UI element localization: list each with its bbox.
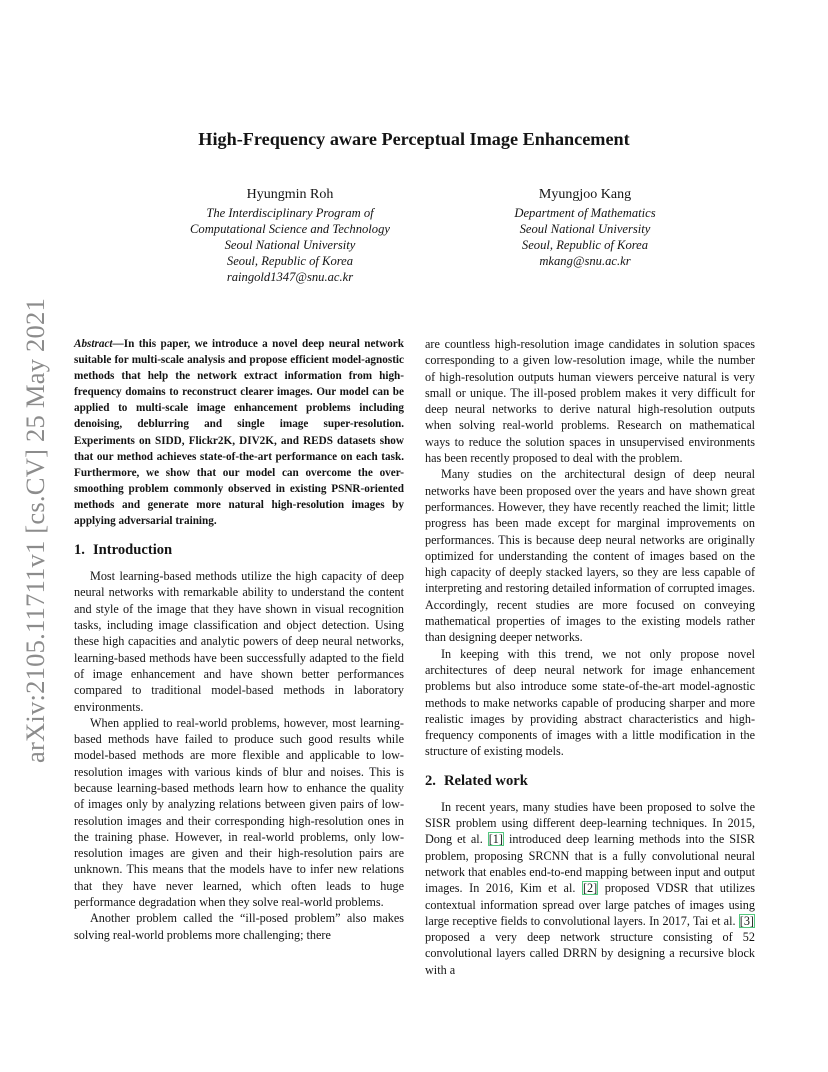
section-number: 1. (74, 542, 85, 559)
abstract-text: —In this paper, we introduce a novel deep neural network suitable for multi-scale analysis and propose efficient model-agnostic methods that help the network extract information from high-frequency domains to reconstruct clearer images. Our model can be applied to multi-scale image enhancement problems including denoising, deblurring and single image super-resolution. Experiments on SIDD, Flickr2K, DIV2K, and REDS datasets show that our method achieves state-of-the-art performance on each task. Furthermore, we show that our model can overcome the over-smoothing problem commonly observed in existing PSNR-oriented methods and generate more natural high-resolution images by applying adversarial training. (74, 338, 404, 528)
arxiv-identifier-text: arXiv:2105.11711v1 [cs.CV] 25 May 2021 (20, 297, 51, 763)
section-heading-introduction (74, 541, 404, 559)
author-affiliation-line: Department of Mathematics (514, 206, 656, 220)
paragraph (425, 799, 755, 978)
author-block-2 (445, 186, 725, 269)
author-email: mkang@snu.ac.kr (539, 254, 631, 268)
citation-link[interactable]: [3] (739, 913, 754, 928)
left-column (74, 336, 404, 943)
paragraph-text: proposed a very deep network structure consisting of 52 convolutional layers called DRRN by designing a recursive block with a (425, 930, 755, 977)
citation-link[interactable]: [1] (488, 832, 503, 847)
right-column (425, 336, 755, 978)
paragraph: Many studies on the architectural design of deep neural networks have been proposed over the years and have shown great performances. However, they have recently reached the limit; little progress has been made except for marginal improvements on performances. This is because deep neural networks are originally optimized for understanding the content of images based on the high capacity of deeply stacked layers, so they are less capable of interpreting and restoring detailed information of corrupted images. Accordingly, recent studies are more focused on conveying mathematical properties of images to the existing models rather than designing deeper networks. (425, 467, 755, 645)
author-name: Hyungmin Roh (246, 187, 334, 202)
author-affiliation-line: Seoul National University (519, 222, 651, 236)
paragraph-text: In recent years, many studies have been proposed to solve the SISR problem using different deep-learning techniques. In 2015, Dong et al. (425, 799, 755, 847)
section-heading-related-work (425, 772, 755, 790)
author-affiliation-line: Seoul, Republic of Korea (226, 254, 354, 268)
section-title: Introduction (92, 542, 173, 559)
author-affiliation-line: Seoul National University (224, 238, 356, 252)
paragraph: In keeping with this trend, we not only propose novel architectures of deep neural network for image enhancement problems but also introduce some state-of-the-art model-agnostic methods to make networks capable of producing sharper and more realistic images by providing abstract characteristics and high-frequency components of images with a little modification in the structure of existing models. (425, 646, 755, 759)
paragraph: Another problem called the “ill-posed problem” also makes solving real-world problems more challenging; there (74, 911, 404, 942)
author-block-1 (150, 186, 430, 285)
paragraph-text: proposed VDSR that utilizes contextual information spread over large patches of images using large receptive fields to convolutional layers. In 2017, Tai et al. (425, 881, 755, 928)
paragraph: When applied to real-world problems, however, most learning-based methods have failed to produce such good results while model-based methods are more flexible and applicable to low-resolution images with various kinds of blur and noises. This is because learning-based methods learn how to enhance the quality of images only by analyzing relations between given pairs of low-resolution images and their corresponding high-resolution ones in the training phase. However, in real-world problems, only low-resolution images are given and their high-resolution pairs are unknown. This means that the models have to infer new relations that they have never learned, which often leads to huge performance degradation when they solve real-world problems. (74, 715, 404, 910)
paper-title: High-Frequency aware Perceptual Image Enhancement (198, 129, 630, 149)
author-email: raingold1347@snu.ac.kr (226, 270, 354, 284)
section-number: 2. (425, 772, 436, 789)
author-affiliation-line: Seoul, Republic of Korea (521, 238, 649, 252)
author-affiliation-line: The Interdisciplinary Program of (206, 206, 374, 220)
paragraph-text: introduced deep learning methods into the SISR problem, proposing SRCNN that is a fully convolutional neural network that enables end-to-end mapping between input and output images. In 2016, Kim et al. (425, 832, 755, 896)
abstract (74, 336, 404, 529)
section-title: Related work (443, 772, 528, 789)
author-name: Myungjoo Kang (538, 187, 632, 202)
paragraph: Most learning-based methods utilize the high capacity of deep neural networks with remarkable ability to understand the content and style of the image that they have shown in visual recognition tasks, including image classification and object detection. Using these high capacities and analytic powers of deep neural networks, learning-based methods have been successfully adapted to the field of image enhancement and have shown better performances compared to traditional model-based methods in laboratory environments. (74, 569, 404, 714)
abstract-label: Abstract (74, 338, 113, 350)
arxiv-identifier-stamp (17, 280, 55, 780)
author-affiliation-line: Computational Science and Technology (190, 222, 390, 236)
citation-link[interactable]: [2] (582, 881, 598, 896)
paragraph-continued: are countless high-resolution image candidates in solution spaces corresponding to a given low-resolution image, while the number of high-resolution outputs human viewers perceive natural is very small or unique. The ill-posed problem makes it very difficult for deep neural networks to derive natural high-resolution outputs when solving real-world problems. Research on mathematical ways to reduce the solution spaces in unsupervised environments has been recently proposed to deal with the problem. (425, 337, 755, 466)
